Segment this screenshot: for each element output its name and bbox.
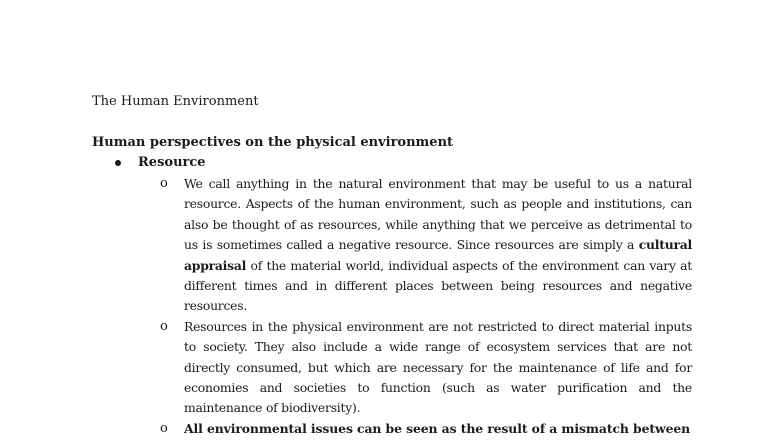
hollow-circle-marker-icon: o — [160, 318, 168, 334]
sub-item-bold-term: cultural appraisal — [184, 237, 692, 273]
sub-item-ecosystem-services — [160, 317, 692, 419]
sub-list — [160, 174, 692, 439]
hollow-circle-marker-icon: o — [160, 176, 168, 191]
document-title: The Human Environment — [92, 94, 259, 109]
section-heading: Human perspectives on the physical environment — [92, 135, 454, 150]
sub-item-natural-resource — [160, 174, 692, 317]
bullet-dot-icon — [115, 160, 121, 166]
sub-item-environmental-issues — [160, 419, 692, 439]
sub-item-text-before: We call anything in the natural environment that may be useful to us a natural resource. Aspects of the human environment, such as people and institutions, can also be thought of as resources, while anything that we perceive as detrimental to us is sometimes called a negative resource. Since resources are simply a — [184, 176, 692, 253]
hollow-circle-marker-icon: o — [160, 420, 168, 436]
bullet-label: Resource — [138, 155, 206, 170]
sub-item-text-after: of the material world, individual aspects of the environment can vary at different times and in different places between being resources and negative resources. — [184, 257, 692, 314]
sub-item-text: All environmental issues can be seen as the result of a mismatch between — [184, 420, 691, 436]
sub-item-text — [184, 174, 692, 317]
sub-item-text: Resources in the physical environment are not restricted to direct material inputs to society. They also include a wide range of ecosystem services that are not directly consumed, but which are necessary for the maintenance of life and for economies and societies to function (such as water purification and the maintenance of biodiversity). — [184, 318, 692, 416]
